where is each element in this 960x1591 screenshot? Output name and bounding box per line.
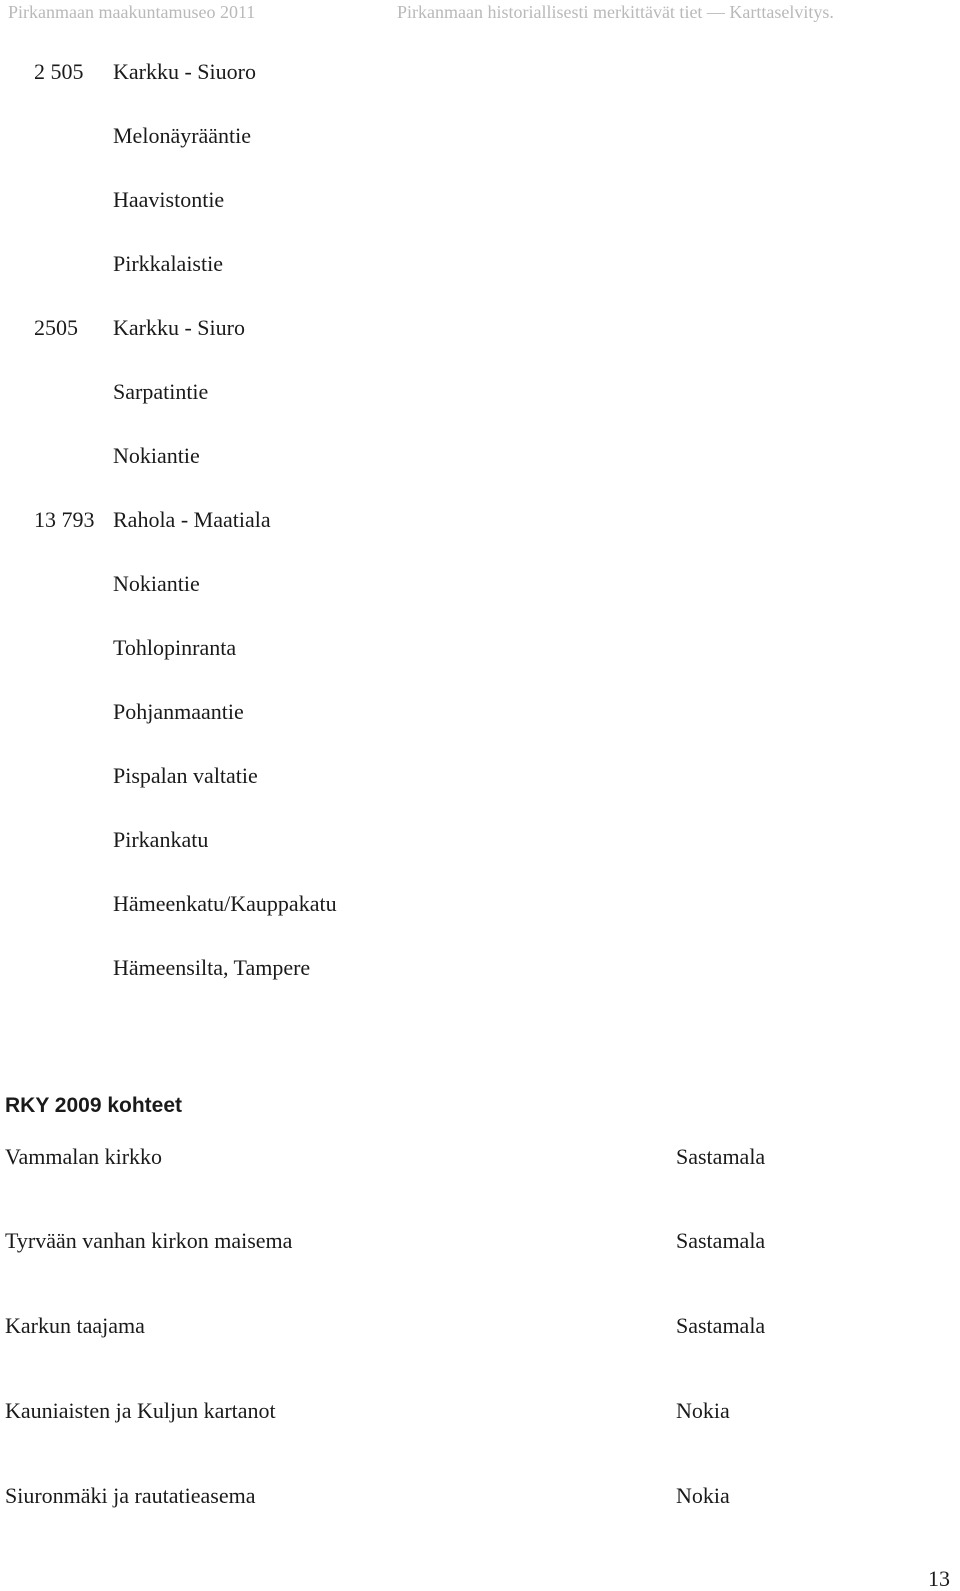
route-name: Pispalan valtatie <box>113 763 258 788</box>
route-name: Pohjanmaantie <box>113 699 244 724</box>
route-row <box>0 569 700 599</box>
running-header <box>0 0 960 28</box>
route-row <box>0 121 700 151</box>
header-document-title: Pirkanmaan historiallisesti merkittävät tiet — Karttaselvitys. <box>397 2 834 22</box>
site-row <box>0 1226 960 1256</box>
route-name: Haavistontie <box>113 187 225 212</box>
site-row <box>0 1311 960 1341</box>
route-number: 13 793 <box>34 507 95 532</box>
route-name: Tohlopinranta <box>113 635 237 660</box>
route-row <box>0 633 700 663</box>
rky-section-title: RKY 2009 kohteet <box>5 1094 183 1117</box>
route-row <box>0 761 700 791</box>
route-row <box>0 889 700 919</box>
site-name: Siuronmäki ja rautatieasema <box>5 1483 256 1508</box>
route-name: Karkku - Siuro <box>113 315 245 340</box>
site-name: Kauniaisten ja Kuljun kartanot <box>5 1398 276 1423</box>
route-name: Pirkkalaistie <box>113 251 223 276</box>
page-number: 13 <box>928 1566 950 1591</box>
route-name: Pirkankatu <box>113 827 209 852</box>
route-row <box>0 505 700 535</box>
site-municipality: Sastamala <box>676 1144 766 1169</box>
site-name: Vammalan kirkko <box>5 1144 163 1169</box>
route-row <box>0 249 700 279</box>
route-name: Karkku - Siuoro <box>113 59 256 84</box>
route-name: Nokiantie <box>113 571 200 596</box>
site-name: Karkun taajama <box>5 1313 145 1338</box>
route-row <box>0 697 700 727</box>
site-row <box>0 1142 960 1172</box>
route-name: Sarpatintie <box>113 379 209 404</box>
route-number: 2 505 <box>34 59 84 84</box>
site-municipality: Sastamala <box>676 1228 766 1253</box>
route-name: Hämeenkatu/Kauppakatu <box>113 891 337 916</box>
route-name: Nokiantie <box>113 443 200 468</box>
route-row <box>0 953 700 983</box>
route-row <box>0 441 700 471</box>
route-row <box>0 825 700 855</box>
route-number: 2505 <box>34 315 78 340</box>
site-row <box>0 1396 960 1426</box>
route-row <box>0 57 700 87</box>
route-name: Rahola - Maatiala <box>113 507 271 532</box>
site-municipality: Nokia <box>676 1398 730 1423</box>
route-name: Hämeensilta, Tampere <box>113 955 311 980</box>
site-municipality: Sastamala <box>676 1313 766 1338</box>
route-row <box>0 185 700 215</box>
route-row <box>0 313 700 343</box>
site-row <box>0 1481 960 1511</box>
header-publisher: Pirkanmaan maakuntamuseo 2011 <box>8 2 256 22</box>
route-name: Melonäyrääntie <box>113 123 252 148</box>
route-row <box>0 377 700 407</box>
site-municipality: Nokia <box>676 1483 730 1508</box>
site-name: Tyrvään vanhan kirkon maisema <box>5 1228 293 1253</box>
